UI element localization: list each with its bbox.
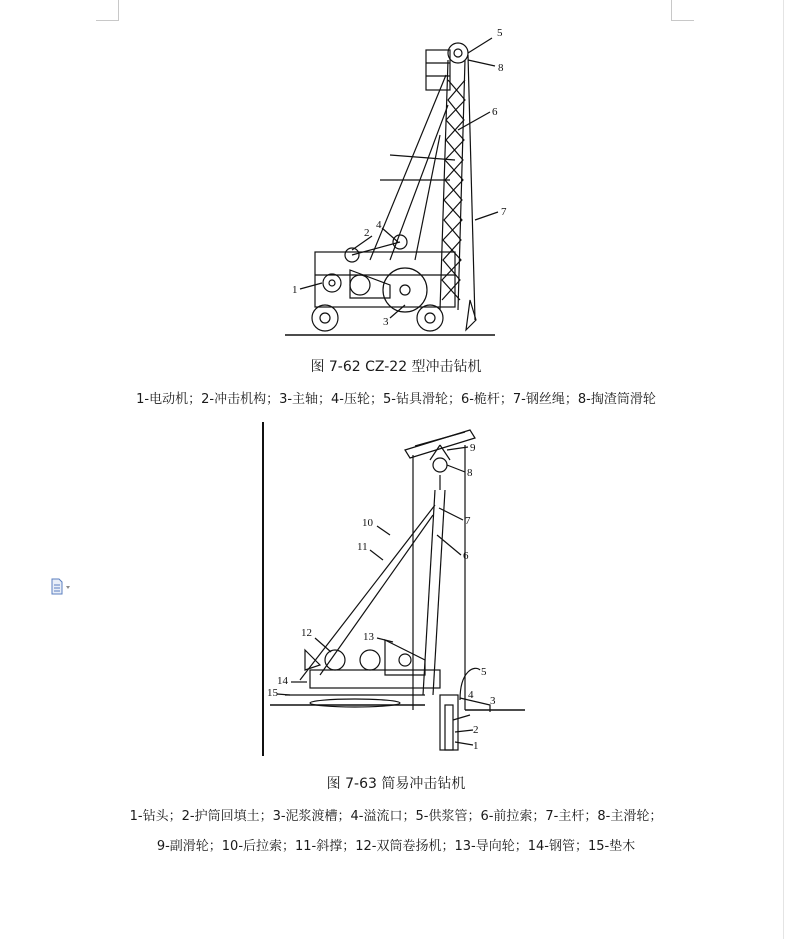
page-corner-mark-left — [96, 0, 119, 21]
fig2-label-7: 7 — [465, 515, 471, 527]
fig2-label-10: 10 — [362, 517, 373, 529]
fig2-label-14: 14 — [277, 675, 288, 687]
fig1-label-1: 1 — [292, 284, 298, 296]
document-icon[interactable] — [50, 578, 72, 596]
fig2-label-3: 3 — [490, 695, 496, 707]
fig1-label-5: 5 — [497, 27, 503, 39]
fig2-label-4: 4 — [468, 689, 474, 701]
figure1-caption: 图 7-62 CZ-22 型冲击钻机 — [310, 359, 482, 375]
fig1-label-4: 4 — [376, 219, 382, 231]
page-corner-mark-right — [671, 0, 694, 21]
figure2-legend-line1: 1-钻头；2-护筒回填土；3-泥浆渡槽；4-溢流口；5-供浆管；6-前拉索；7-主杆；8-主滑轮； — [129, 809, 663, 824]
fig2-label-5: 5 — [481, 666, 487, 678]
fig1-label-3: 3 — [383, 316, 389, 328]
figure-cz22-drill — [280, 20, 530, 345]
fig2-label-2: 2 — [473, 724, 479, 736]
fig2-label-12: 12 — [301, 627, 312, 639]
fig2-label-1: 1 — [473, 740, 479, 752]
figure1-legend: 1-电动机；2-冲击机构；3-主轴；4-压轮；5-钻具滑轮；6-桅杆；7-钢丝绳；8-掏渣筒滑轮 — [136, 392, 656, 407]
figure2-legend-line2: 9-副滑轮；10-后拉索；11-斜撑；12-双筒卷扬机；13-导向轮；14-钢管；15-垫木 — [156, 839, 636, 854]
fig2-label-8: 8 — [467, 467, 473, 479]
fig1-label-2: 2 — [364, 227, 370, 239]
fig1-label-8: 8 — [498, 62, 504, 74]
fig1-label-6: 6 — [492, 106, 498, 118]
figure2-caption: 图 7-63 简易冲击钻机 — [326, 776, 466, 792]
fig2-label-9: 9 — [470, 442, 476, 454]
fig2-label-6: 6 — [463, 550, 469, 562]
figure2-left-rule — [262, 422, 264, 756]
page-edge — [783, 0, 784, 939]
fig2-label-15: 15 — [267, 687, 278, 699]
fig2-label-13: 13 — [363, 631, 374, 643]
fig2-label-11: 11 — [357, 541, 368, 553]
fig1-label-7: 7 — [501, 206, 507, 218]
figure-simple-drill — [265, 420, 535, 760]
